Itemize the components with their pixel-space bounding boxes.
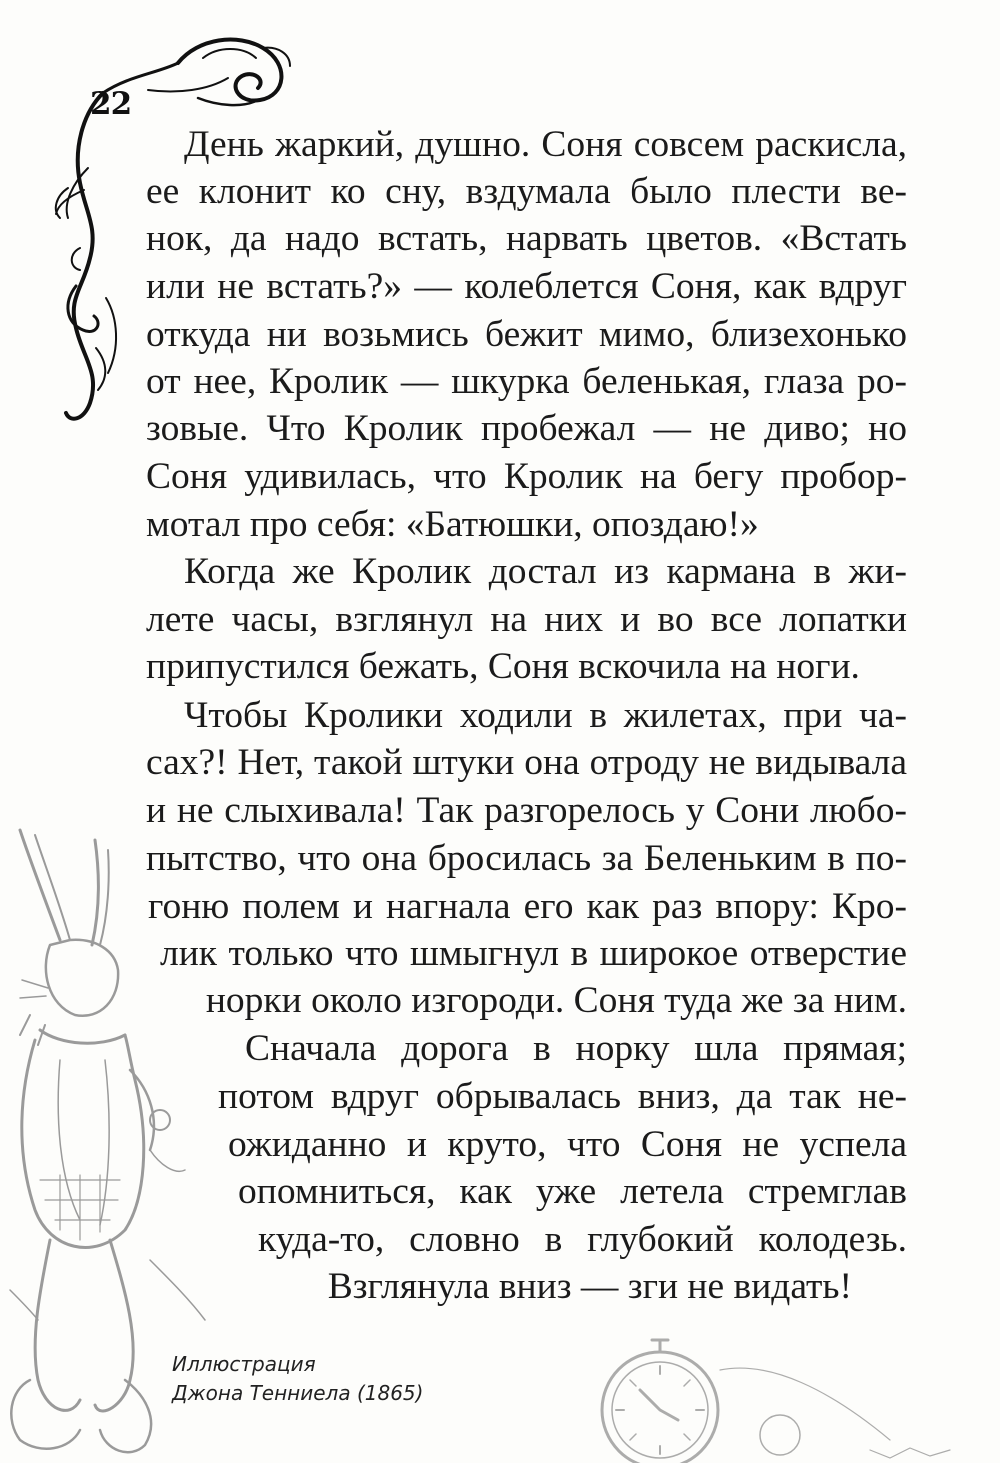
text-line: лик только что шмыгнул в широкое отверстие (160, 933, 907, 974)
text-line: Сначала дорога в норку шла прямая; (245, 1028, 907, 1069)
text-line: Соня удивилась, что Кролик на бегу пробор- (146, 456, 907, 497)
text-line: куда-то, словно в глубокий колодезь. (258, 1219, 907, 1260)
text-line: лете часы, взглянул на них и во все лопатки (146, 599, 907, 640)
text-line: от нее, Кролик — шкурка беленькая, глаза ро- (146, 361, 907, 402)
text-line: Взглянула вниз — зги не видать! (327, 1266, 852, 1307)
text-line: сах?! Нет, такой штуки она отроду не видывала (146, 742, 907, 783)
text-line: мотал про себя: «Батюшки, опоздаю!» (146, 504, 759, 545)
text-line: День жаркий, душно. Соня совсем раскисла, (184, 124, 907, 165)
text-line: Чтобы Кролики ходили в жилетах, при ча- (184, 695, 907, 736)
text-line: ожиданно и круто, что Соня не успела (228, 1124, 907, 1165)
text-line: зовые. Что Кролик пробежал — не диво; но (146, 408, 907, 449)
text-line: Когда же Кролик достал из кармана в жи- (184, 551, 907, 592)
text-line: или не встать?» — колеблется Соня, как вдруг (146, 266, 907, 307)
page-number: 22 (90, 86, 132, 122)
caption-line: Джона Тенниела (1865) (172, 1381, 424, 1405)
text-line: опомниться, как уже летела стремглав (238, 1171, 907, 1212)
text-line: и не слыхивала! Так разгорелось у Сони любо- (146, 790, 907, 831)
text-line: гоню полем и нагнала его как раз впору: Кро- (148, 886, 907, 927)
text-line: пытство, что она бросилась за Беленьким в по- (146, 838, 907, 879)
text-line: нок, да надо встать, нарвать цветов. «Встать (146, 218, 907, 259)
text-line: припустился бежать, Соня вскочила на ноги. (146, 646, 860, 687)
text-line: потом вдруг обрывалась вниз, да так не- (218, 1076, 907, 1117)
caption-line: Иллюстрация (172, 1352, 316, 1376)
illustration-caption (172, 1350, 423, 1408)
text-line: ее клонит ко сну, вздумала было плести ве- (146, 171, 907, 212)
text-line: норки около изгороди. Соня туда же за ним. (205, 980, 907, 1021)
text-line: откуда ни возьмись бежит мимо, близехонько (146, 314, 907, 355)
